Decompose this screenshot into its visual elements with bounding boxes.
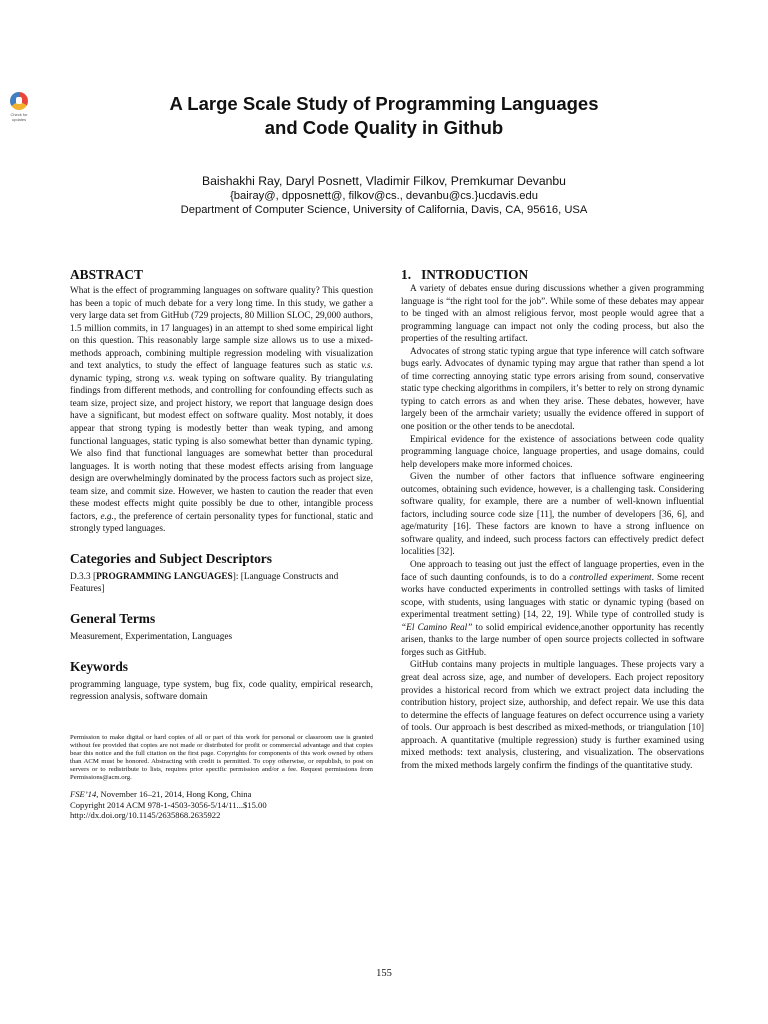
- keywords-heading: Keywords: [70, 658, 129, 674]
- general-terms-heading: General Terms: [70, 611, 156, 627]
- categories-text: D.3.3 [PROGRAMMING LANGUAGES]: [Language Constructs and Features]: [70, 571, 339, 595]
- title-line-2: and Code Quality in Github: [264, 117, 504, 138]
- intro-paragraph-1: A variety of debates ensue during discussions whether a given programming language is “the right tool for the job”. While some of these debates may appear to be tinged with an almost religious fervor, most people would agree that a programming language can impact not only the coding process, but also the properties of the resulting artifact.: [401, 284, 704, 345]
- badge-line2: updates: [11, 117, 27, 122]
- doi-link[interactable]: http://dx.doi.org/10.1145/2635868.2635922: [70, 810, 221, 821]
- left-column: [70, 266, 373, 821]
- intro-paragraph-4: Given the number of other factors that influence software engineering outcomes, obtaining such evidence, however, is a challenging task. Considering software quality, for example, there are a number of well-known influential factors, including source code size [11], the number of developers [36, 6], and age/maturity [16]. These factors are known to have a strong influence on software quality, and indeed, such process factors can effectively predict defect localities [32].: [401, 472, 704, 558]
- right-column: [401, 266, 704, 772]
- intro-paragraph-5: One approach to teasing out just the effect of language properties, even in the face of such daunting confounds, is to do a controlled experiment. Some recent works have conducted experiments in controlled settings with tasks of limited scope, with students, using languages with static or dynamic typing (based on experimental treatment setting) [14, 22, 19]. While type of controlled study is “El Camino Real” to solid empirical evidence,another opportunity has recently arisen, thanks to the large number of open source projects collected in software forges such as GitHub.: [401, 560, 705, 658]
- affiliation: Department of Computer Science, University of California, Davis, CA, 95616, USA: [180, 204, 588, 216]
- intro-paragraph-6: GitHub contains many projects in multiple languages. These projects vary a great deal across size, age, and number of developers. Each project repository provides a historical record from which we extract project data including the contribution history, project size, authorship, and defect repair. We use this data to determine the effects of language features on defect occurrence using a variety of tools. Our approach is best described as mixed-methods, or triangulation [10] approach. A quantitative (multiple regression) study is further examined using mixed methods: text analysis, clustering, and visualization. The observations from the mixed methods largely confirm the findings of the quantitative study.: [401, 660, 704, 771]
- paper-title: [0, 92, 768, 140]
- keywords-text: programming language, type system, bug fix, code quality, empirical research, regression analysis, software domain: [70, 679, 373, 703]
- conference-venue: FSE’14,: [70, 789, 99, 800]
- copyright-line: Copyright 2014 ACM 978-1-4503-3056-5/14/11...$15.00: [70, 799, 267, 810]
- badge-line1: Check for: [10, 112, 28, 117]
- page-number: 155: [376, 968, 392, 979]
- abstract-text: What is the effect of programming languages on software quality? This question has been a topic of much debate for a very long time. In this study, we gather a very large data set from GitHub (729 projects, 80 Million SLOC, 29,000 authors, 1.5 million commits, in 17 languages) in an attempt to shed some empirical light on this question. This reasonably large sample size allows us to use a mixed-methods approach, combining multiple regression modeling with visualization and text analytics, to study the effect of language features such as static v.s. dynamic typing, strong v.s. weak typing on software quality. By triangulating findings from different methods, and controlling for confounding effects such as team size, project size, and project history, we report that language design does have a significant, but modest effect on software quality. Most notably, it does appear that strong typing is modestly better than weak typing, and among functional languages, static typing is also somewhat better than dynamic typing. We also find that functional languages are somewhat better than procedural languages. It is worth noting that these modest effects arising from language design are overwhelmingly dominated by the process factors such as project size, team size, and commit size. However, we hasten to caution the reader that even these modest effects might quite possibly be due to other, intangible process factors, e.g., the preference of certain personality types for functional, static and strongly typed languages.: [70, 286, 373, 535]
- authors: Baishakhi Ray, Daryl Posnett, Vladimir Filkov, Premkumar Devanbu: [202, 174, 566, 188]
- intro-paragraph-3: Empirical evidence for the existence of associations between code quality programming language choice, language properties, and usage domains, could help developers make more informed choices.: [401, 434, 704, 470]
- author-emails: {bairay@, dpposnett@, filkov@cs., devanbu@cs.}ucdavis.edu: [230, 190, 538, 202]
- abstract-heading: ABSTRACT: [70, 267, 143, 282]
- permission-notice: Permission to make digital or hard copies of all or part of this work for personal or classroom use is granted without fee provided that copies are not made or distributed for profit or commercial advantage and that copies bear this notice and the full citation on the first page. Copyrights for components of this work owned by others than ACM must be honored. Abstracting with credit is permitted. To copy otherwise, or republish, to post on servers or to redistribute to lists, requires prior specific permission and/or a fee. Request permissions from Permissions@acm.org.: [70, 733, 373, 782]
- conference-info: FSE’14, November 16–21, 2014, Hong Kong, China Copyright 2014 ACM 978-1-4503-3056-5/14/11...$15.00 http://dx.doi.org/10.1145/2635868.2635922: [70, 789, 373, 821]
- intro-paragraph-2: Advocates of strong static typing argue that type inference will catch software bugs early. Advocates of dynamic typing may argue that rather than spend a lot of time correcting annoying static type errors arising from sound, conservative static type checking algorithms in compilers, it’s better to rely on strong dynamic typing to catch errors as and when they arise. These debates, however, have largely been of the armchair variety; usually the evidence offered in support of one position or the other tends to be anecdotal.: [401, 346, 704, 433]
- general-terms-text: Measurement, Experimentation, Languages: [70, 632, 233, 643]
- categories-heading: Categories and Subject Descriptors: [70, 550, 272, 566]
- introduction-heading: 1. INTRODUCTION: [401, 267, 529, 282]
- title-line-1: A Large Scale Study of Programming Languages: [169, 93, 599, 114]
